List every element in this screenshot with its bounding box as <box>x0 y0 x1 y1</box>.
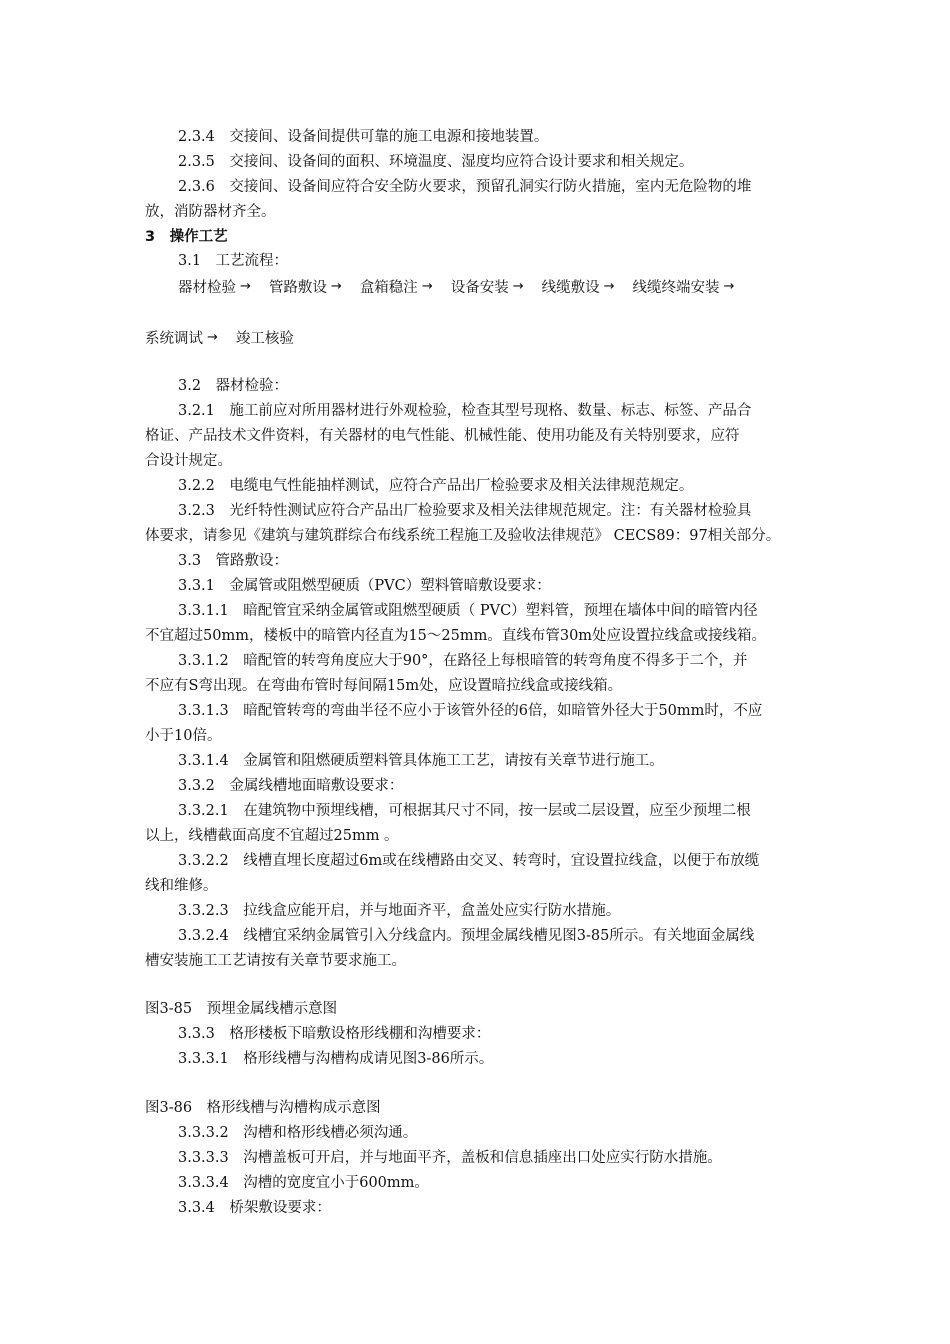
paragraph-3-2-2: 3.2.2 电缆电气性能抽样测试，应符合产品出厂检验要求及相关法律规范规定。 <box>178 478 694 494</box>
paragraph-3-2-1: 3.2.1 施工前应对所用器材进行外观检验，检查其型号现格、数量、标志、标签、产品合 <box>178 403 752 419</box>
paragraph-3-3-2-2: 3.3.2.2 线槽直埋长度超过6m或在线槽路由交叉、转弯时，宜设置拉线盒，以便于布放缆 <box>178 853 760 869</box>
flow-step: 设备安装 → <box>450 279 524 296</box>
paragraph-3-3-1: 3.3.1 金属管或阻燃型硬质（PVC）塑料管暗敷设要求： <box>178 578 551 594</box>
arrow-right-icon: → <box>421 279 433 294</box>
section-heading-3: 3 操作工艺 <box>145 229 228 245</box>
paragraph-3-3-1-3-cont: 小于10倍。 <box>145 728 222 744</box>
arrow-right-icon: → <box>240 279 251 294</box>
paragraph-3-3-1-1-cont: 不宜超过50mm，楼板中的暗管内径直为15～25mm。直线布管30m处应设置拉线盒或接线箱。 <box>145 628 767 644</box>
arrow-right-icon: → <box>512 279 524 294</box>
subheading-3-3: 3.3 管路敷设： <box>178 553 289 569</box>
paragraph-3-2-1-cont: 格证、产品技术文件资料，有关器材的电气性能、机械性能、使用功能及有关特别要求，应符 <box>145 428 740 444</box>
flow-step: 系统调试 → <box>145 330 218 347</box>
paragraph-3-3-1-4: 3.3.1.4 金属管和阻燃硬质塑料管具体施工工艺，请按有关章节进行施工。 <box>178 753 664 769</box>
paragraph-3-3-1-2-cont: 不应有S弯出现。在弯曲布管时每间隔15m处，应设置暗拉线盒或接线箱。 <box>145 678 623 694</box>
subheading-3-1: 3.1 工艺流程： <box>178 253 289 269</box>
process-flow-row-1 <box>178 276 734 297</box>
paragraph-2-3-5: 2.3.5 交接间、设备间的面积、环境温度、湿度均应符合设计要求和相关规定。 <box>178 154 694 170</box>
paragraph-3-2-3-cont: 体要求，请参见《建筑与建筑群综合布线系统工程施工及验收法律规范》 CECS89：97相关部分。 <box>145 528 781 544</box>
paragraph-3-3-2-4-cont: 槽安装施工工艺请按有关章节要求施工。 <box>145 953 406 969</box>
arrow-right-icon: → <box>603 279 615 294</box>
paragraph-2-3-4: 2.3.4 交接间、设备间提供可靠的施工电源和接地装置。 <box>178 129 549 145</box>
paragraph-3-3-3: 3.3.3 格形楼板下暗敷设格形线棚和沟槽要求： <box>178 1026 491 1042</box>
paragraph-3-3-4: 3.3.4 桥架敷设要求： <box>178 1200 331 1216</box>
figure-caption-3-86: 图3-86 格形线槽与沟槽构成示意图 <box>145 1100 381 1116</box>
paragraph-3-2-1-cont2: 合设计规定。 <box>145 453 232 469</box>
flow-step: 盒箱稳注 → <box>359 279 433 296</box>
flow-step: 竣工核验 <box>235 331 294 347</box>
paragraph-3-3-3-2: 3.3.3.2 沟槽和格形线槽必须沟通。 <box>178 1125 418 1141</box>
paragraph-3-3-3-1: 3.3.3.1 格形线槽与沟槽构成请见图3-86所示。 <box>178 1051 494 1067</box>
process-flow-row-2 <box>145 327 294 348</box>
paragraph-3-2-3: 3.2.3 光纤特性测试应符合产品出厂检验要求及相关法律规范规定。注：有关器材检验具 <box>178 503 752 519</box>
paragraph-2-3-6: 2.3.6 交接间、设备间应符合安全防火要求，预留孔洞实行防火措施，室内无危险物的堆 <box>178 179 752 195</box>
paragraph-3-3-2-1-cont: 以上，线槽截面高度不宜超过25mm 。 <box>145 828 399 844</box>
paragraph-3-3-1-1: 3.3.1.1 暗配管宜采纳金属管或阻燃型硬质（ PVC）塑料管，预埋在墙体中间的暗管内径 <box>178 603 758 619</box>
paragraph-3-3-2-4: 3.3.2.4 线槽宜采纳金属管引入分线盒内。预埋金属线槽见图3-85所示。有关地面金属线 <box>178 928 755 944</box>
arrow-right-icon: → <box>330 279 342 294</box>
arrow-right-icon: → <box>723 279 735 294</box>
flow-step: 线缆终端安装 → <box>632 279 735 296</box>
paragraph-3-3-2: 3.3.2 金属线槽地面暗敷设要求： <box>178 778 404 794</box>
paragraph-2-3-6-cont: 放，消防器材齐全。 <box>145 204 276 220</box>
flow-step: 线缆敷设 → <box>541 279 615 296</box>
paragraph-3-3-2-1: 3.3.2.1 在建筑物中预埋线槽，可根据其尺寸不同，按一层或二层设置，应至少预埋二根 <box>178 803 751 819</box>
paragraph-3-3-3-4: 3.3.3.4 沟槽的宽度宜小于600mm。 <box>178 1175 429 1191</box>
paragraph-3-3-2-2-cont: 线和维修。 <box>145 878 218 894</box>
paragraph-3-3-2-3: 3.3.2.3 拉线盒应能开启，并与地面齐平，盒盖处应实行防水措施。 <box>178 903 621 919</box>
subheading-3-2: 3.2 器材检验： <box>178 378 289 394</box>
flow-step: 器材检验 → <box>178 279 251 296</box>
paragraph-3-3-3-3: 3.3.3.3 沟槽盖板可开启，并与地面平齐，盖板和信息插座出口处应实行防水措施。 <box>178 1150 722 1166</box>
figure-caption-3-85: 图3-85 预埋金属线槽示意图 <box>145 1001 338 1017</box>
arrow-right-icon: → <box>207 330 218 345</box>
paragraph-3-3-1-2: 3.3.1.2 暗配管的转弯角度应大于90°，在路径上每根暗管的转弯角度不得多于二个，并 <box>178 653 748 669</box>
paragraph-3-3-1-3: 3.3.1.3 暗配管转弯的弯曲半径不应小于该管外径的6倍，如暗管外径大于50mm时，不应 <box>178 703 763 719</box>
flow-step: 管路敷设 → <box>268 279 342 296</box>
